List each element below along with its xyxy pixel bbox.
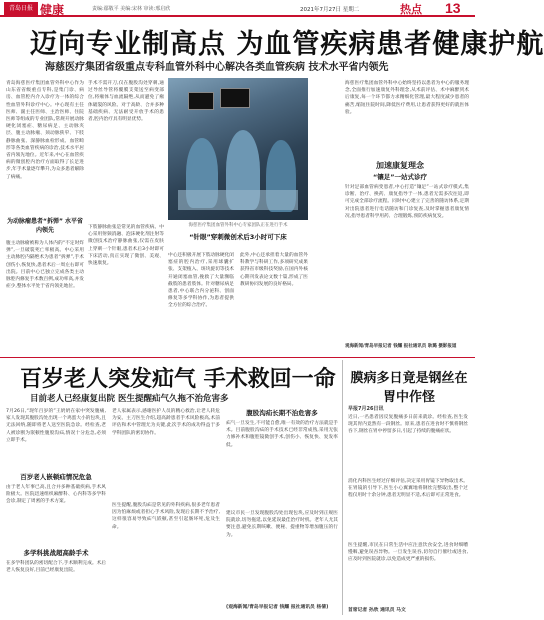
story2-headline: 百岁老人突发疝气 手术救回一命 <box>20 366 336 392</box>
story3-col3-text: 医生提醒,市民在日常生活中应注意饮食安全,进食时细嚼慢咽,避免误吞异物。一旦发生误吞,切勿自行催吐或进食,应及时到医院就诊,以免造成更严重的损伤。 <box>348 543 468 563</box>
page-header <box>0 0 475 17</box>
page-number: 13 <box>445 0 461 16</box>
editors-line: 责编:鄢敬平 美编:宋林 审读:邢启欣 <box>92 6 171 12</box>
newspaper-logo: 青岛日报 <box>4 2 38 15</box>
story1-col3b-text: 此外,中心还承担着大量的血管外科教学与科研工作,多项研究成果获得省市级科技奖励,在国内外核心期刊发表论文数十篇,形成了医教研协同发展的良好格局。 <box>240 253 308 287</box>
story1-headline: 迈向专业制高点 为血管疾病患者健康护航 <box>30 29 544 60</box>
story2-col1-text: 7月26日,“现年百岁的”王奶奶在家中突发腹痛,家人发现其腹股沟处出现一个鸡蛋大小的包块,且无法回纳,随即将老人送至医院急诊。经检查,老人被诊断为嵌顿性腹股沟疝,情况十分危急,必须立即手术。 <box>6 409 106 443</box>
story1-subheading-2: “针眼”穿刺微创术后3小时可下床 <box>189 233 287 241</box>
story2-subhead: 目前老人已经康复出院 医生提醒疝气久拖不治危害多 <box>30 394 229 404</box>
sidebar-subtitle: “镶足”一站式诊疗 <box>372 173 428 181</box>
story2-subheading-1: 百岁老人嵌顿疝情况危急 <box>20 473 92 481</box>
story2-col3b-text: 建议市民一旦发现腹股沟处出现包块,应及时到正规医院就诊,切勿拖延,以免延误最佳治疗时机。老年人尤其要注意,避免长期咳嗽、便秘、提重物等增加腹压的行为。 <box>226 511 338 538</box>
story1-col4a-text: 海慈医疗集团血管外科中心始终坚持以患者为中心的服务理念,全面推行加速康复外科理念,从术前评估、术中麻醉到术后康复,每一个环节都力求精细化管理,最大程度减少患者的痛苦,缩短住院时间,降低医疗费用,让患者获得更好的就医体验。 <box>345 81 469 115</box>
story1-col3-text: 中心还积极开展下肢动脉硬化闭塞症的腔内治疗,采用球囊扩张、支架植入、斑块旋切等技术开通闭塞血管,挽救了大量濒临截肢的患者肢体。针对糖尿病足患者,中心联合内分泌科、创面修复等多学科协作,为患者提供全方位的综合治疗。 <box>168 253 234 309</box>
story2-subheading-2: 多学科挑战超高龄手术 <box>23 549 89 557</box>
story1-col2-text: 手术不需开刀,仅在腹股沟处穿刺,通过导丝导管将覆膜支架送至病变部位,将瘤体与血流隔绝,从而避免了瘤体破裂的风险。对于高龄、合并多种基础疾病、无法耐受开放手术的患者,腔内治疗具有明显优势。 <box>88 81 164 123</box>
story1-col1-text: 青岛海慈医疗集团血管外科中心作为山东省省级重点专科,是集门诊、病房、血管腔内介入诊疗为一体的综合性血管外科诊疗中心。中心现有主任医师、副主任医师、主治医师、住院医师等组成的专业团队,常规开展动脉硬化闭塞症、糖尿病足、主动脉夹层、腹主动脉瘤、颈动脉狭窄、下肢静脉曲张、深静脉血栓形成、血管畸形等各类血管疾病的诊治,技术水平居省内领先地位。近年来,中心在血管疾病的微创腔内治疗方面取得了长足进步,年手术量逐年攀升,为众多患者解除了病痛。 <box>6 81 84 180</box>
story3-col1-text: 近日,一名患者因反复腹痛多日前来就诊。经检查,医生发现其胃内竟然有一段钢丝。原来,患者在进食时不慎将钢丝吞下,钢丝在胃中停留多日,引起了持续的腹痛症状。 <box>348 415 468 435</box>
section-title: 健康 <box>40 3 65 17</box>
column-divider <box>342 360 343 615</box>
surgery-photo <box>168 78 308 220</box>
story1-col4b-text: 针对足部血管病变患者,中心打造“镶足”一站式诊疗模式,集诊断、治疗、换药、康复指导于一体,患者无需多次往返,即可完成全部诊疗流程。同时中心建立了完善的随访体系,定期对出院患者进行电话随访和门诊复查,及时掌握患者康复情况,指导患者科学用药、合理锻炼,预防疾病复发。 <box>345 185 469 219</box>
story1-col2b-text: 下肢静脉曲张是常见的血管疾病。中心采用射频消融、泡沫硬化剂注射等微创技术治疗静脉曲张,仅需在皮肤上穿刺一个针眼,患者术后3小时即可下床活动,真正实现了微创、美观、快速康复。 <box>88 225 164 267</box>
story1-byline: 观海新闻/青岛早报记者 钱耀 报社通讯员 耿璐 摄影报道 <box>345 344 457 349</box>
section-divider <box>0 357 475 358</box>
story3-col2-text: 消化内科医生经过仔细评估,决定采用胃镜下异物取出术。在胃镜的引导下,医生小心翼翼地将钢丝完整取出,整个过程仅用时十余分钟,患者无明显不适,术后即可正常进食。 <box>348 479 468 499</box>
story1-subheading-1: 为动脉瘤患者“拆弹” 水平省内领先 <box>7 218 83 234</box>
story3-headline: 膜病多日竟是钢丝在胃中作怪 <box>350 371 468 405</box>
story3-dateline: 早报7月26日讯 <box>348 406 384 412</box>
story2-col3-text: 疝气一旦发生,不可能自愈,唯一有效的治疗方法就是手术。目前腹股沟疝的手术技术已经非常成熟,采用无张力修补术和腹腔镜微创手术,创伤小、恢复快、复发率低。 <box>226 421 338 448</box>
page-category: 热点 <box>400 3 422 16</box>
sidebar-title: 加速康复理念 <box>376 161 424 170</box>
story2-col2-text: 老人家属表示,感谢医护人员的精心救治,让老人转危为安。主刀医生介绍,超高龄患者手术风险极高,术前评估和术中管理尤为关键,此次手术的成功得益于多学科团队的密切协作。 <box>112 409 220 436</box>
story2-col2b-text: 医生提醒,腹股沟疝是常见的外科疾病,很多老年患者因为怕麻烦或者担心手术风险,发现后长期不予治疗,这样很容易导致疝气嵌顿,甚至引起肠坏死,危及生命。 <box>112 503 220 530</box>
photo-caption: 海慈医疗集团血管外科中心专家团队正在进行手术 <box>188 223 288 228</box>
story1-col3c-spacer <box>312 80 342 352</box>
story2-col1c-text: 在多学科团队的密切配合下,手术顺利完成。术后老人恢复良好,目前已经康复出院。 <box>6 561 106 574</box>
story2-subheading-3: 腹股沟疝长期不治危害多 <box>246 409 318 417</box>
story1-col1b-text: 腹主动脉瘤被称为人体内的“不定时炸弹”,一旦破裂死亡率极高。中心采用主动脉腔内隔绝术为患者“拆弹”,手术创伤小,恢复快,患者术后一周左右即可出院。目前中心已独立完成各类主动脉腔内修复手术数百例,成功率高,并发症少,整体水平处于省内领先地位。 <box>6 241 84 290</box>
story1-subhead: 海慈医疗集团省级重点专科血管外科中心解决各类血管疾病 技术水平省内领先 <box>45 62 389 73</box>
issue-date: 2021年7月27日 星期二 <box>300 7 360 13</box>
story3-byline: 首席记者 孙欣 通讯员 马文 <box>348 608 406 613</box>
story2-byline: (观海新闻/青岛早报记者 钱耀 报社通讯员 杨倩) <box>226 605 329 610</box>
story2-col1b-text: 由于老人年事已高,且合并多种基础疾病,手术风险极大。医院迅速组织麻醉科、心内科等多学科会诊,制定了周密的手术方案。 <box>6 485 106 505</box>
